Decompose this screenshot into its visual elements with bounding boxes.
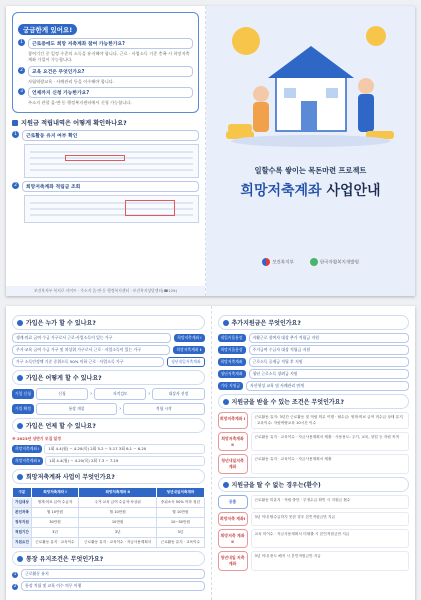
faq-answer: 주소지 관할 읍·면·동 행정복지센터에서 신청 가능합니다. — [28, 99, 132, 105]
faq-question: 언제까지 신청 가능한가요? — [28, 87, 193, 98]
program-comparison-table: 구분 희망저축계좌 Ⅰ 희망저축계좌 Ⅱ 청년내일저축계좌 가입대상 생계·의료 급여 수급자 주거·교육 급여 수급자·차상위 중위소득 50% 이하 청년 본인저축 월 10만원 월 10만원 월 10만원 정부지원 30만원 10만원 10~30만원 적립기간 3년 3년 3년 지원요건 근로활동 유지 · 교육이수 근로활동 유지 · 교육이수 · 자금사용계획서 근로활동 유지 · 교육이수 — [12, 487, 205, 548]
brochure-inner-spread — [6, 306, 415, 600]
schedule-row: 희망저축계좌 Ⅱ 1회 4.4(월) ~ 4.20(목) 2회 7.3 ~ 7.19 — [12, 456, 205, 466]
extra-row: 기타 지원금 자산형성 교육 및 사례관리 연계 — [218, 381, 410, 391]
cover-logos — [206, 258, 415, 266]
sample-form-image — [24, 144, 199, 178]
refund-row: 공통 근로활동 미유지 · 적립 중단 · 부정수급 확인 시 지원금 환수 — [218, 495, 410, 509]
square-bullet-icon — [12, 120, 18, 126]
refund-row: 청년내일 저축계좌 3년 이내 중도 해지 시 본인적립금만 지급 — [218, 551, 410, 571]
arrow-right-icon: › — [119, 406, 122, 412]
section-heading-conditions: 지원금을 받을 수 있는 조건은 무엇인가요? — [218, 394, 410, 409]
condition-row: 희망저축계좌 Ⅱ 근로활동 유지 · 교육이수 · 자금사용계획서 제출 · 사용용도: 주거, 교육, 창업 등 자립 목적 — [218, 432, 410, 451]
cert-step-2 — [12, 181, 199, 192]
section-heading-certificate — [12, 118, 199, 127]
cert-step-label: 희망저축계좌 적립금 조회 — [22, 181, 199, 192]
number-badge: 3 — [18, 88, 25, 95]
section-heading-extra: 추가지원금은 무엇인가요? — [218, 315, 410, 330]
logo-agency: 한국자활복지개발원 — [310, 258, 359, 266]
cert-step-label: 근로활동 유지 여부 확인 — [22, 130, 199, 141]
logo-ministry: 보건복지부 — [262, 258, 294, 266]
condition-row: 희망저축계좌 Ⅰ 근로활동 유지: 3년간 근로활동 및 적립 의무 이행 · 탈수급: 생계·의료 급여 미수급 상태 유지 · 교육이수: 자립역량교육 10시간 이수 — [218, 412, 410, 429]
contact-footer: 보건복지부 복지로 사이트 · 주소지 읍·면·동 행정복지센터 · 보건복지상담센터(☎129) — [6, 286, 205, 296]
table-row: 가입대상 생계·의료 급여 수급자 주거·교육 급여 수급자·차상위 중위소득 50% 이하 청년 — [13, 498, 205, 508]
refund-row: 희망저축 계좌Ⅱ 교육 미이수 · 자금사용계획서 미제출 시 본인적립금만 지급 — [218, 529, 410, 548]
application-flow-1: 가입 신청 신청 › 자격검토 › 대상자 선정 — [12, 388, 205, 400]
faq-answer: 참여기간 중 일정 수준의 소득을 유지해야 합니다. 근로 · 사업소득 기준 충족 시 희망저축 계좌 가입이 가능합니다. — [28, 51, 190, 63]
section-title: 지원금 적립내역은 어떻게 확인하나요? — [21, 120, 127, 128]
eligibility-row: 가구 소득인정액 기준 중위소득 50% 이하 근로 · 사업소득 가구 청년내일저축계좌 — [12, 357, 205, 367]
cover-headline — [206, 166, 415, 200]
person-right — [358, 94, 374, 132]
faq-panel — [6, 6, 206, 296]
bullet-icon — [17, 474, 23, 480]
faq-title: 궁금한게 있어요! — [18, 24, 77, 35]
schedule-note: ※ 2023년 상반기 모집 일정 — [12, 436, 61, 441]
section-heading-refund: 지원금을 탈 수 없는 경우는(환수) — [218, 477, 410, 492]
faq-card — [12, 12, 199, 113]
number-badge: 2 — [12, 182, 19, 189]
bullet-icon — [17, 375, 23, 381]
bullet-icon — [17, 423, 23, 429]
cert-step-1 — [12, 130, 199, 141]
table-row: 정부지원 30만원 10만원 10~30만원 — [13, 518, 205, 528]
cover-panel — [206, 6, 415, 296]
bullet-icon — [17, 556, 23, 562]
cover-title-main: 희망저축계좌 — [240, 183, 322, 199]
brochure-outer-spread — [6, 6, 415, 296]
sample-account-image — [24, 195, 199, 223]
section-heading-eligibility: 가입은 누가 할 수 있나요? — [12, 315, 205, 330]
bullet-icon — [223, 320, 229, 326]
section-heading-what: 희망저축계좌 사업이 무엇인가요? — [12, 469, 205, 484]
bullet-icon — [223, 482, 229, 488]
refund-row: 희망저축 계좌Ⅰ 3년 이내 탈수급하지 못한 경우 본인적립금만 지급 — [218, 512, 410, 526]
extra-row: 내일키움통장 자활근로 참여자 대상 추가 적립금 지원 — [218, 333, 410, 343]
maintain-row: 2 통장 적립 및 교육 이수 의무 이행 — [12, 581, 205, 591]
table-row: 본인저축 월 10만원 월 10만원 월 10만원 — [13, 508, 205, 518]
cover-illustration — [206, 6, 415, 156]
table-row: 적립기간 3년 3년 3년 — [13, 528, 205, 538]
agency-logo-icon — [310, 258, 318, 266]
eligibility-row: 생계·의료 급여 수급 가구로서 근로·사업소득이 있는 가구 희망저축계좌 Ⅰ — [12, 333, 205, 343]
bullet-icon — [17, 320, 23, 326]
faq-answer: 자립역량교육 · 사례관리 등을 이수해야 합니다. — [28, 78, 115, 84]
extra-row: 희망저축계좌 근로소득 공제금 적립 후 지원 — [218, 357, 410, 367]
cover-title — [206, 180, 415, 200]
arrow-right-icon: › — [90, 391, 93, 397]
extra-row: 청년저축계좌 청년 근로소득 장려금 지원 — [218, 369, 410, 379]
number-badge: 1 — [12, 131, 19, 138]
arrow-right-icon: › — [148, 391, 151, 397]
number-badge: 2 — [18, 67, 25, 74]
inner-right-column — [211, 306, 416, 600]
faq-question: 교육 요건은 무엇인가요? — [28, 66, 193, 77]
schedule-row: 희망저축계좌 Ⅰ 1회 4.4(월) ~ 4.20(목) 2회 5.2 ~ 5.17 3회 6.1 ~ 6.20 — [12, 444, 205, 454]
faq-item-3 — [18, 87, 193, 98]
extra-row: 희망키움통장 주거급여 수급자 대상 적립금 지원 — [218, 345, 410, 355]
coin-icon — [232, 27, 260, 55]
table-row: 지원요건 근로활동 유지 · 교육이수 근로활동 유지 · 교육이수 · 자금사용계획서 근로활동 유지 · 교육이수 — [13, 538, 205, 548]
eligibility-row: 주거·교육 급여 수급 가구 및 차상위 가구로서 근로 · 사업소득이 있는 가구 희망저축계좌 Ⅱ — [12, 345, 205, 355]
section-heading-when: 가입은 언제 할 수 있나요? — [12, 418, 205, 433]
condition-row: 청년내일저축계좌 근로활동 유지 · 교육이수 · 자금사용계획서 제출 — [218, 454, 410, 474]
cover-subtitle: 일할수록 쌓이는 목돈마련 프로젝트 — [254, 166, 367, 175]
faq-item-1 — [18, 38, 193, 49]
bullet-icon — [223, 399, 229, 405]
taegeuk-icon — [262, 258, 270, 266]
section-heading-how: 가입은 어떻게 할 수 있나요? — [12, 370, 205, 385]
cover-title-sub: 사업안내 — [326, 183, 381, 199]
maintain-row: 1 근로활동 유지 — [12, 569, 205, 579]
inner-left-column — [6, 306, 211, 600]
section-heading-maintain: 통장 유지조건은 무엇인가요? — [12, 551, 205, 566]
number-badge: 1 — [18, 39, 25, 46]
application-flow-2: 가입 확정 통장 개설 › 적립 시작 — [12, 403, 205, 415]
person-left — [253, 102, 269, 132]
faq-question: 근로중에도 희망 저축계좌 참여 가능한가요? — [28, 38, 193, 49]
faq-item-2 — [18, 66, 193, 77]
